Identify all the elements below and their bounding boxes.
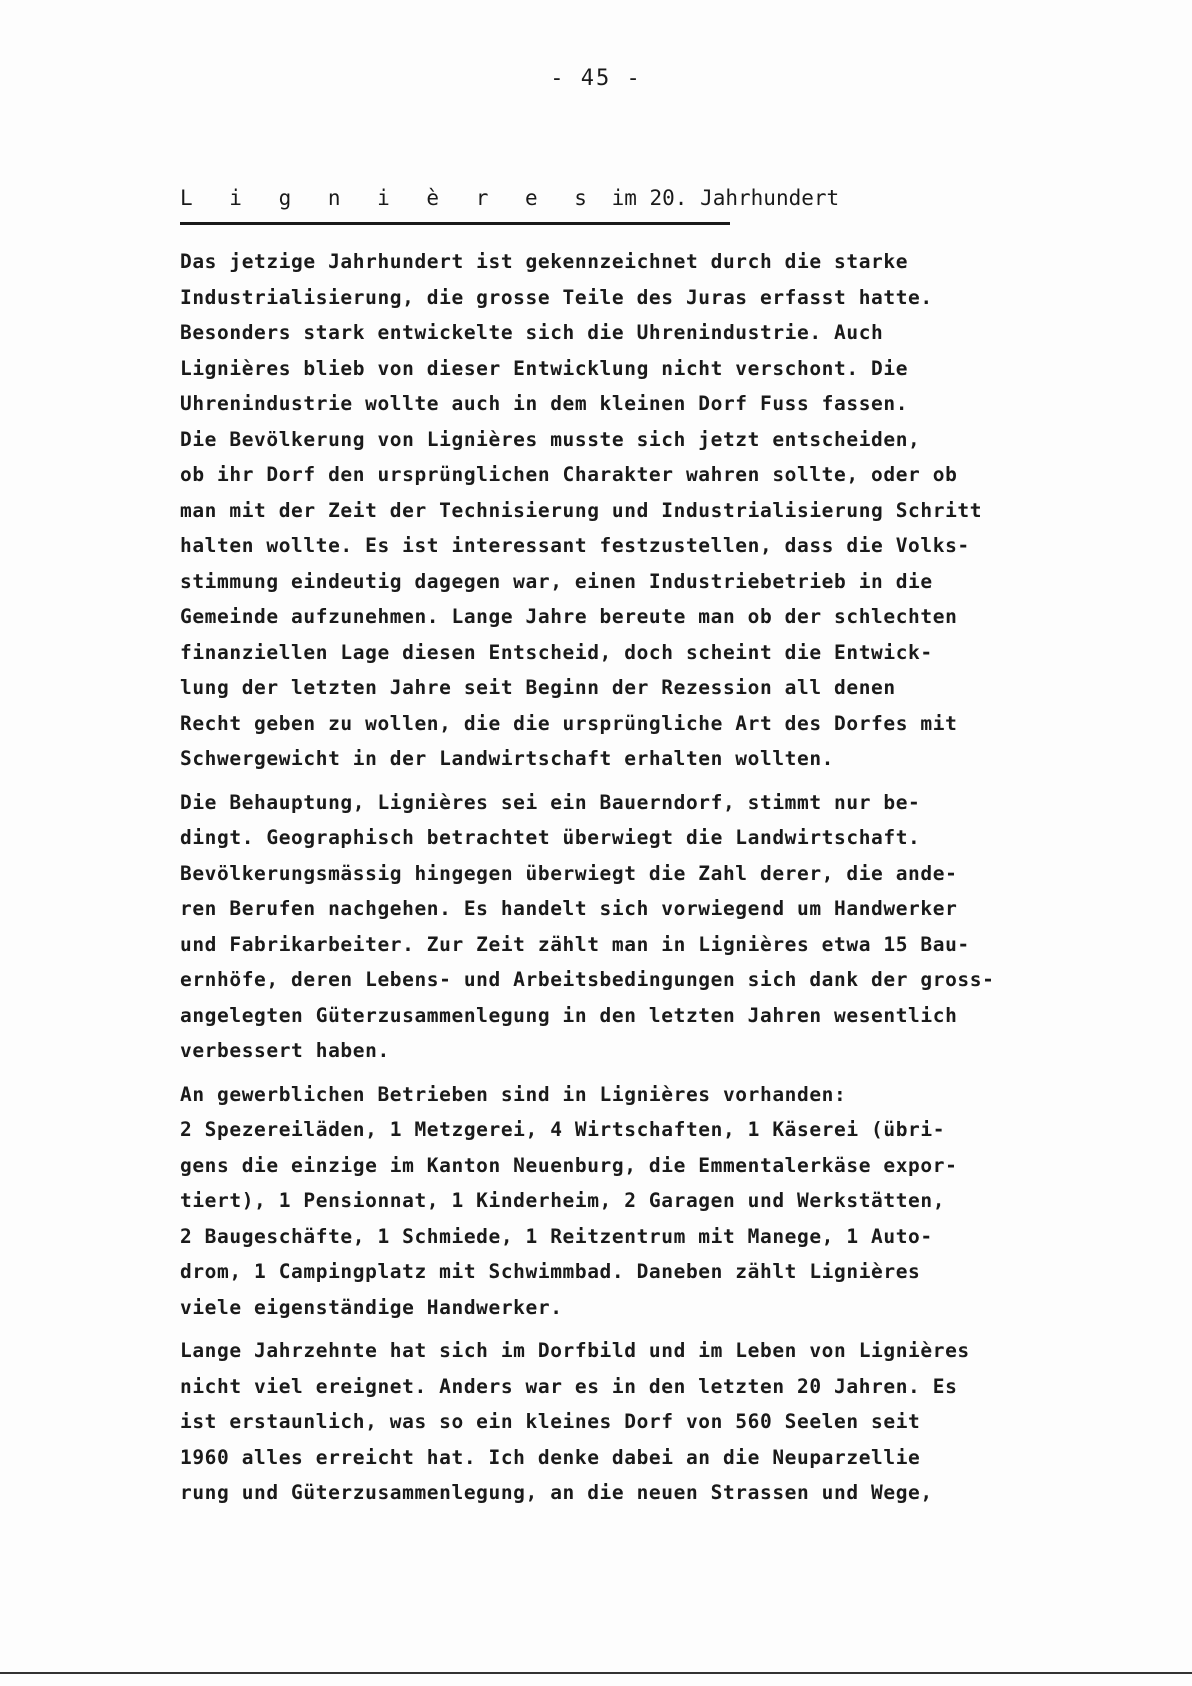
text-line: Schwergewicht in der Landwirtschaft erhalten wollten. xyxy=(180,747,835,770)
text-line: Industrialisierung, die grosse Teile des Juras erfasst hatte. xyxy=(180,285,933,309)
text-line: nicht viel ereignet. Anders war es in den letzten 20 Jahren. Es xyxy=(180,1374,958,1398)
heading-place-name: L i g n i è r e s xyxy=(180,186,599,210)
text-line: man mit der Zeit der Technisierung und Industrialisierung Schritt xyxy=(180,498,983,522)
text-line: Lignières blieb von dieser Entwicklung nicht verschont. Die xyxy=(180,356,909,380)
text-line: 2 Baugeschäfte, 1 Schmiede, 1 Reitzentrum mit Manege, 1 Auto- xyxy=(180,1224,933,1248)
text-line: Gemeinde aufzunehmen. Lange Jahre bereute man ob der schlechten xyxy=(180,605,958,628)
section-heading xyxy=(180,186,839,210)
heading-underline xyxy=(180,222,730,225)
text-line: Lange Jahrzehnte hat sich im Dorfbild und im Leben von Lignières xyxy=(180,1339,970,1362)
text-line: Die Bevölkerung von Lignières musste sich jetzt entscheiden, xyxy=(180,427,921,451)
text-line: 2 Spezereiläden, 1 Metzgerei, 4 Wirtschaften, 1 Käserei (übri- xyxy=(180,1118,946,1141)
text-line: Recht geben zu wollen, die die ursprüngliche Art des Dorfes mit xyxy=(180,711,958,735)
text-line: und Fabrikarbeiter. Zur Zeit zählt man in Lignières etwa 15 Bau- xyxy=(180,932,970,956)
text-line: halten wollte. Es ist interessant festzustellen, dass die Volks- xyxy=(180,534,970,557)
page-bottom-edge xyxy=(0,1672,1192,1674)
text-line: ist erstaunlich, was so ein kleines Dorf von 560 Seelen seit xyxy=(180,1410,921,1433)
text-line: Uhrenindustrie wollte auch in dem kleinen Dorf Fuss fassen. xyxy=(180,392,909,415)
text-line: gens die einzige im Kanton Neuenburg, die Emmentalerkäse expor- xyxy=(180,1153,958,1177)
paragraph xyxy=(180,1077,1180,1326)
text-line: rung und Güterzusammenlegung, an die neuen Strassen und Wege, xyxy=(180,1481,933,1504)
text-line: viele eigenständige Handwerker. xyxy=(180,1295,563,1319)
text-line: stimmung eindeutig dagegen war, einen Industriebetrieb in die xyxy=(180,569,933,593)
heading-subtitle: im 20. Jahrhundert xyxy=(598,186,840,210)
text-line: An gewerblichen Betrieben sind in Lignières vorhanden: xyxy=(180,1082,847,1106)
paragraph xyxy=(180,1333,1180,1511)
text-line: finanziellen Lage diesen Entscheid, doch scheint die Entwick- xyxy=(180,640,933,664)
text-line: ren Berufen nachgehen. Es handelt sich vorwiegend um Handwerker xyxy=(180,897,958,920)
text-line: Das jetzige Jahrhundert ist gekennzeichnet durch die starke xyxy=(180,250,909,273)
text-line: Bevölkerungsmässig hingegen überwiegt die Zahl derer, die ande- xyxy=(180,861,958,885)
text-line: dingt. Geographisch betrachtet überwiegt die Landwirtschaft. xyxy=(180,826,921,849)
text-line: 1960 alles erreicht hat. Ich denke dabei an die Neuparzellie xyxy=(180,1445,921,1469)
text-line: angelegten Güterzusammenlegung in den letzten Jahren wesentlich xyxy=(180,1003,958,1027)
paragraph xyxy=(180,244,1180,777)
body-text xyxy=(180,244,1180,1519)
page-number: - 45 - xyxy=(550,66,642,91)
text-line: lung der letzten Jahre seit Beginn der Rezession all denen xyxy=(180,676,896,699)
paragraph xyxy=(180,785,1180,1069)
text-line: drom, 1 Campingplatz mit Schwimmbad. Daneben zählt Lignières xyxy=(180,1260,921,1283)
text-line: verbessert haben. xyxy=(180,1039,390,1062)
text-line: tiert), 1 Pensionnat, 1 Kinderheim, 2 Garagen und Werkstätten, xyxy=(180,1189,946,1212)
text-line: Besonders stark entwickelte sich die Uhrenindustrie. Auch xyxy=(180,321,884,344)
text-line: ob ihr Dorf den ursprünglichen Charakter wahren sollte, oder ob xyxy=(180,463,958,486)
text-line: ernhöfe, deren Lebens- und Arbeitsbedingungen sich dank der gross- xyxy=(180,968,995,991)
text-line: Die Behauptung, Lignières sei ein Bauerndorf, stimmt nur be- xyxy=(180,790,921,814)
